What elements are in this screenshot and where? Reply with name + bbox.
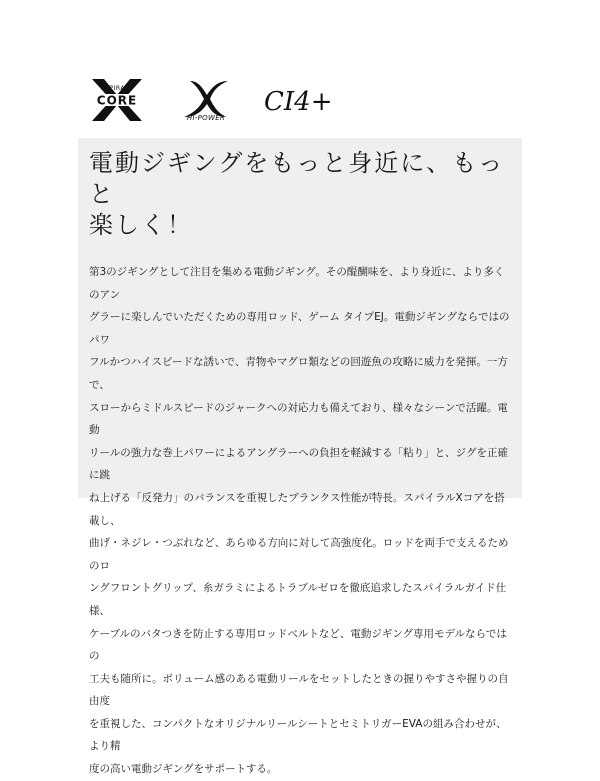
- spiral-x-core-logo: [86, 77, 148, 121]
- hi-power-x-icon: [172, 77, 238, 121]
- ci4-plus-logo: [262, 77, 334, 121]
- spiral-x-core-top-text: SPIRAL: [104, 85, 130, 92]
- x-hi-power-logo: [172, 77, 238, 121]
- ci4-plus-text: CI4+: [264, 87, 333, 117]
- description-paragraph: 第3のジギングとして注目を集める電動ジギング。その醍醐味を、より身近に、より多くのアン グラーに楽しんでいただくための専用ロッド、ゲーム タイプEJ。電動ジギングならではのパワ フルかつハイスピードな誘いで、青物やマグロ類などの回遊魚の攻略に威力を発揮。一方で、 スローからミドルスピードのジャークへの対応力も備えており、様々なシーンで活躍。電動 リールの強力な巻上パワーによるアングラーへの負担を軽減する「粘り」と、ジグを正確に跳 ね上げる「反発力」のバランスを重視したブランクス性能が特長。スパイラルXコアを搭載し、 曲げ・ネジレ・つぶれなど、あらゆる方向に対して高強度化。ロッドを両手で支えるためのロ ングフロントグリップ、糸ガラミによるトラブルゼロを徹底追求したスパイラルガイド仕様、 ケーブルのバタつきを防止する専用ロッドベルトなど、電動ジギング専用モデルならではの 工夫も随所に。ボリューム感のある電動リールをセットしたときの握りやすさや握りの自由度 を重視した、コンパクトなオリジナルリールシートとセミトリガーEVAの組み合わせが、より精 度の高い電動ジギングをサポートする。: [89, 266, 510, 776]
- section-heading: 電動ジギングをもっと身近に、もっと 楽しく！: [89, 149, 505, 239]
- technology-logos: [86, 76, 358, 122]
- spiral-x-core-bottom-text: CORE: [96, 93, 138, 108]
- ci4-plus-icon: [262, 77, 334, 121]
- hi-power-text: HI-POWER: [186, 114, 226, 121]
- spiral-x-core-icon: [86, 77, 148, 121]
- feature-description-panel: [78, 138, 522, 776]
